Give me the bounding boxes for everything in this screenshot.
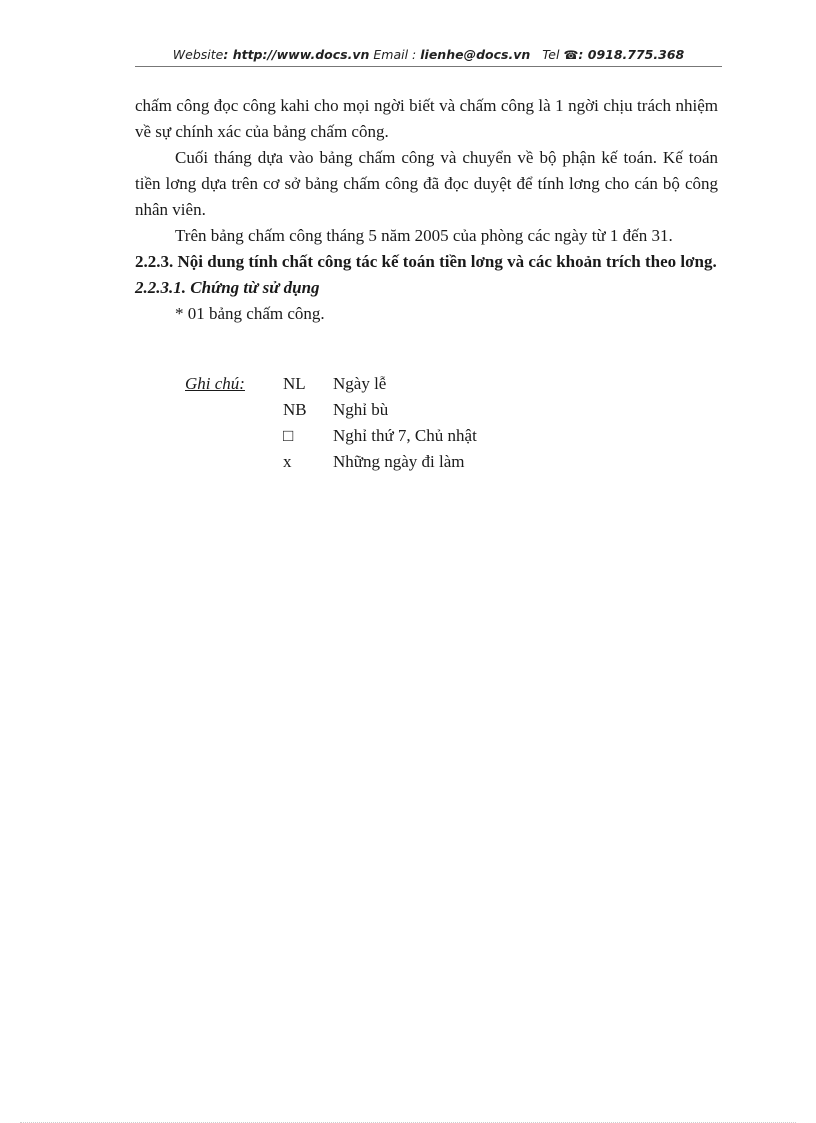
legend-title: Ghi chú: <box>185 374 245 393</box>
paragraph-1: chấm công đọc công kahi cho mọi ngời biết và chấm công là 1 ngời chịu trách nhiệm về sự chính xác của bảng chấm công. <box>135 96 718 141</box>
section-heading: 2.2.3. Nội dung tính chất công tác kế toán tiền lơng và các khoản trích theo lơng. <box>135 252 717 271</box>
paragraph-2: Cuối tháng dựa vào bảng chấm công và chuyển về bộ phận kế toán. Kế toán tiền lơng dựa trên cơ sở bảng chấm công đã đọc duyệt để tính lơng cho cán bộ công nhân viên. <box>135 148 718 219</box>
email-value: lienhe@docs.vn <box>420 47 531 62</box>
subsection-heading: 2.2.3.1. Chứng từ sử dụng <box>135 278 320 297</box>
legend-code: NL <box>283 374 306 393</box>
page-header <box>135 46 722 67</box>
legend-desc: Những ngày đi làm <box>333 452 465 471</box>
legend-desc: Ngày lễ <box>333 374 387 393</box>
legend-item <box>283 397 388 423</box>
legend-item <box>283 423 477 449</box>
document-body <box>135 93 718 327</box>
legend-code: x <box>283 452 292 471</box>
legend-item <box>283 371 386 397</box>
website-label: Website <box>172 47 224 62</box>
tel-label: Tel <box>542 47 560 62</box>
legend-item <box>283 449 465 475</box>
website-url: : http://www.docs.vn <box>223 47 370 62</box>
square-icon: □ <box>283 426 294 445</box>
legend-desc: Nghỉ bù <box>333 400 389 419</box>
legend-desc: Nghỉ thứ 7, Chủ nhật <box>333 426 477 445</box>
email-label: Email : <box>373 47 417 62</box>
bullet-item: * 01 bảng chấm công. <box>175 304 325 323</box>
tel-value: : 0918.775.368 <box>578 47 685 62</box>
paragraph-3: Trên bảng chấm công tháng 5 năm 2005 của phòng các ngày từ 1 đến 31. <box>175 226 673 245</box>
phone-icon: ☎ <box>563 48 579 62</box>
legend-code: NB <box>283 400 307 419</box>
